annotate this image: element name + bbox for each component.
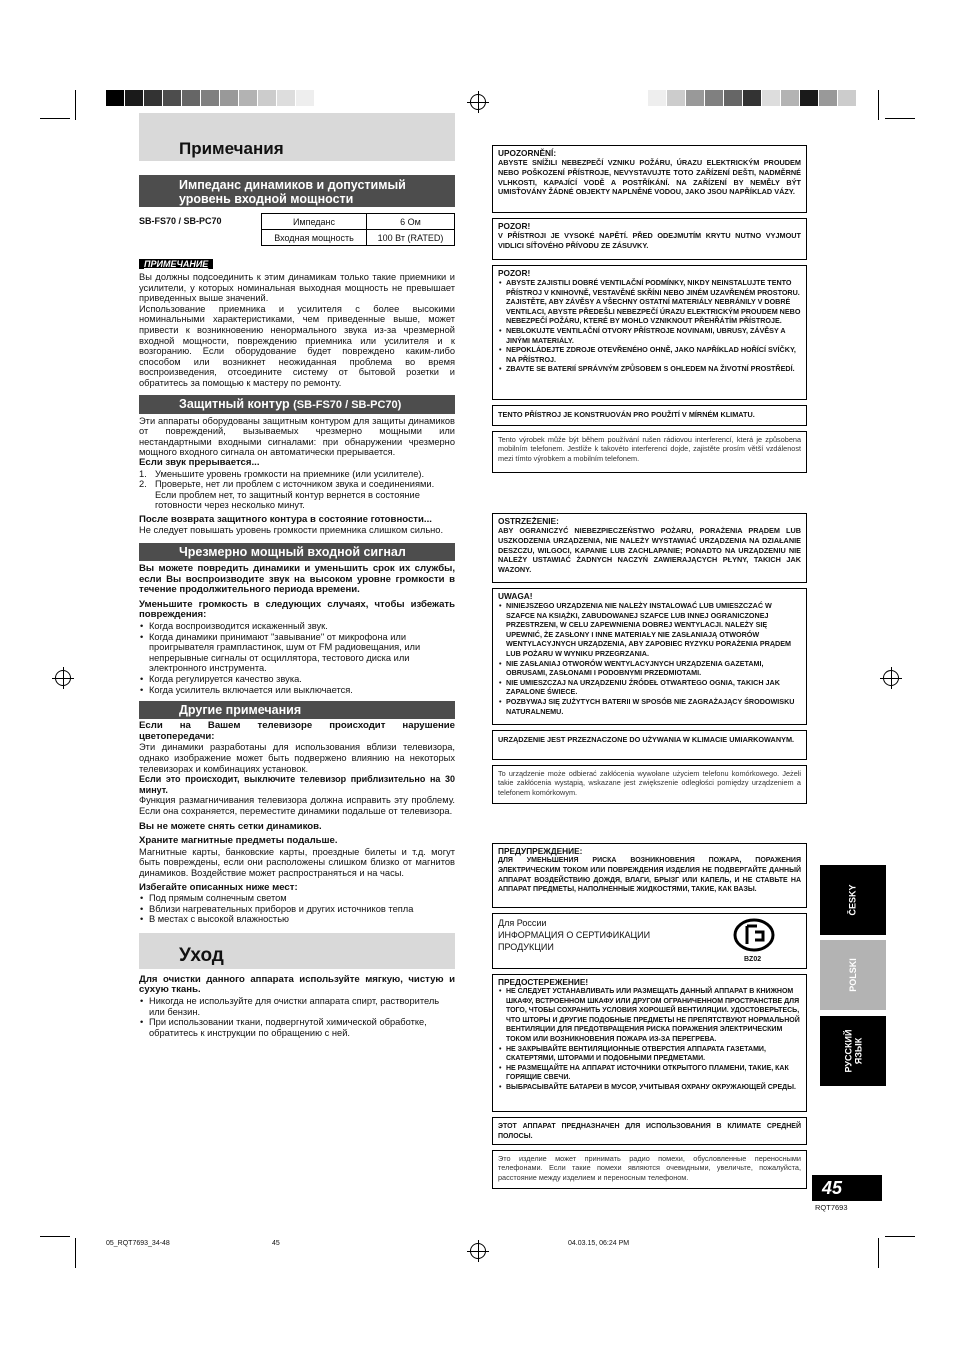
cert-code: BZ02 xyxy=(744,956,762,963)
care-body xyxy=(139,975,455,1039)
warning-box xyxy=(492,1117,807,1145)
protection-paragraph: Эти аппараты оборудованы защитным контуром для защиты динамиков от повреждений, вызываемых чрезмерно мощными или нестандартными входными сигналами: при обнаружении чрезмерно мощного входного сигнала он автоматически прерывается. xyxy=(139,415,455,458)
tab-polski[interactable] xyxy=(820,940,886,1010)
care-list xyxy=(139,996,455,1038)
excess-bold: Уменьшите громкость в следующих случаях, чтобы избежать повреждения: xyxy=(139,598,455,621)
warning-list xyxy=(498,987,801,1093)
color-bar-left xyxy=(106,90,315,106)
other-paragraph: Эти динамики разработаны для использования вблизи телевизора, однако изображение может быть подвержено влиянию на некоторых телевизорах и комбинациях установок. xyxy=(139,742,455,774)
note-block xyxy=(139,254,455,389)
list-item: • НЕ РАЗМЕЩАЙТЕ НА АППАРАТ ИСТОЧНИКИ ОТКРЫТОГО ПЛАМЕНИ, ТАКИЕ, КАК ГОРЯЩИЕ СВЕЧИ. xyxy=(506,1064,801,1083)
list-item: • Когда динамики принимают "завывание" от микрофона или проигрывателя грампластинок, шум от FM радиовещания, или непрерывные сигналы от осциллятора, тестового диска или электронного инструмента. xyxy=(149,632,455,674)
left-column xyxy=(139,113,455,1038)
protection-heading-models: (SB-FS70 / SB-PC70) xyxy=(293,398,402,411)
certification-box xyxy=(492,913,807,969)
info-text: Tento výrobek může být během používání rušen rádiovou interferencí, která je způsobena mobilním telefonem. Jestliže k takovéto interferenci dojde, zajistěte prosím větší vzdálenost mezi tímto výrobkem a mobilním telefonem. xyxy=(498,435,801,463)
model-code: RQT7693 xyxy=(815,1203,848,1212)
spec-row xyxy=(139,213,455,246)
other-bold: Храните магнитные предметы подальше. xyxy=(139,835,338,847)
protection-heading-text: Защитный контур xyxy=(179,396,290,411)
cert-text: ИНФОРМАЦИЯ О СЕРТИФИКАЦИИ xyxy=(498,930,651,940)
info-text: Это изделие может принимать радио помехи, обусловленные переносными телефонами. Если такие помехи являются очевидными, увеличьте, пожалуйста, расстояние между изделием и переносным телефоном. xyxy=(498,1154,801,1182)
care-title: Уход xyxy=(179,944,224,966)
list-item: • Никогда не используйте для очистки аппарата спирт, растворитель или бензин. xyxy=(149,996,455,1017)
tab-cesky[interactable] xyxy=(820,865,886,935)
list-item: • NIE ZASŁANIAJ OTWORÓW WENTYLACYJNYCH URZĄDZENIA GAZETAMI, OBRUSAMI, ZASŁONAMI I PODOBNYMI PRZEDMIOTAMI. xyxy=(506,659,801,678)
warning-heading: ПРЕДУПРЕЖДЕНИЕ: xyxy=(498,846,583,856)
tab-russian[interactable] xyxy=(820,1016,886,1086)
warning-box xyxy=(492,513,807,583)
excess-body xyxy=(139,564,455,695)
warning-heading: POZOR! xyxy=(498,221,531,231)
step-text: Если проблем нет, то защитный контур вернется в состояние готовности через несколько минут. xyxy=(155,489,420,511)
warning-text: TENTO PŘÍSTROJ JE KONSTRUOVÁN PRO POUŽITÍ V MÍRNÉM KLIMATU. xyxy=(498,410,755,419)
czech-warnings xyxy=(492,145,807,473)
list-item: • ВЫБРАСЫВАЙТЕ БАТАРЕИ В МУСОР, УЧИТЫВАЯ ОХРАНУ ОКРУЖАЮЩЕЙ СРЕДЫ. xyxy=(506,1083,801,1093)
russian-warnings xyxy=(492,843,807,1189)
list-item: 1. Уменьшите уровень громкости на приемнике (или усилителе). xyxy=(139,468,425,479)
warning-heading: UPOZORNĚNÍ: xyxy=(498,148,557,158)
other-bold: Вы не можете снять сетки динамиков. xyxy=(139,820,322,832)
cert-text: ПРОДУКЦИИ xyxy=(498,942,554,952)
list-item: • При использовании ткани, подвергнутой химической обработке, обратитесь к инструкции по обращению с ней. xyxy=(149,1017,455,1038)
note-paragraph: Вы должны подсоединить к этим динамикам только такие приемники и усилители, у которых номинальная выходная мощность не превышает приведенных выше значений. xyxy=(139,272,455,304)
other-heading: Другие примечания xyxy=(139,701,455,719)
warning-box xyxy=(492,218,807,260)
table-row xyxy=(262,230,455,246)
list-item: • Под прямым солнечным светом xyxy=(149,893,455,904)
warning-text: ABY OGRANICZYĆ NIEBEZPIECZEŃSTWO POŻARU, PORAŻENIA PRĄDEM LUB USZKODZENIA URZĄDZENIA, NIE NALEŻY WYSTAWIAĆ URZĄDZENIA NA DZIAŁANIE DESZCZU, WILGOCI, KAPANIE LUB ZACHLAPANIE; PONADTO NA URZĄDZENIU NIE NALEŻY USTAWIAĆ ŻADNYCH NACZYŃ ZAWIERAJĄCYCH PŁYNY, TAKICH JAK WAZONY. xyxy=(498,526,801,575)
protection-steps xyxy=(139,469,455,511)
warning-box xyxy=(492,145,807,213)
note-tag: ПРИМЕЧАНИЕ xyxy=(139,259,213,269)
warning-heading: ПРЕДОСТЕРЕЖЕНИЕ! xyxy=(498,977,589,987)
tab-label xyxy=(843,1030,863,1073)
warning-text: V PŘÍSTROJI JE VYSOKÉ NAPĚTÍ. PŘED ODEJMUTÍM KRYTU NUTNO VYJMOUT VIDLICI SÍŤOVÉHO PŘÍVODU ZE ZÁSUVKY. xyxy=(498,231,801,250)
tab-label-line: ЯЗЫК xyxy=(852,1037,863,1065)
warning-text: URZĄDZENIE JEST PRZEZNACZONE DO UŻYWANIA W KLIMACIE UMIARKOWANYM. xyxy=(498,735,795,744)
warning-list xyxy=(498,278,801,374)
other-paragraph: Функция размагничивания телевизора должна исправить эту проблему. Если она сохраняется, переместите динамики подальше от телевизора. xyxy=(139,795,455,816)
crop-mark xyxy=(40,1236,70,1237)
spec-label: Импеданс xyxy=(262,214,367,230)
care-bold: Для очистки данного аппарата используйте мягкую, чистую и сухую ткань. xyxy=(139,973,455,996)
info-box xyxy=(492,431,807,473)
page-number: 45 xyxy=(822,1178,843,1198)
crop-mark xyxy=(878,90,879,120)
model-label: SB-FS70 / SB-PC70 xyxy=(139,216,222,226)
warning-box xyxy=(492,405,807,426)
list-item: • POZBYWAJ SIĘ ZUŻYTYCH BATERII W SPOSÓB NIE ZAGRAŻAJĄCY ŚRODOWISKU NATURALNEMU. xyxy=(506,697,801,716)
list-item: • ABYSTE ZAJISTILI DOBRÉ VENTILAČNÍ PODMÍNKY, NIKDY NEINSTALUJTE TENTO PŘÍSTROJ V KNIHOVNĚ, VESTAVĚNÉ SKŘÍNI NEBO JINÉM UZAVŘENÉM PROSTORU. ZAJISTĚTE, ABY ZÁVĚSY A VŠECHNY OSTATNÍ MATERIÁLY NEBRÁNILY V DOBRÉ VENTILACI, ABYSTE PŘEDEŠLI NEBEZPEČÍ ÚRAZU ELEKTRICKÝM PROUDEM NEBO NEBEZPEČÍ POŽÁRU, KTERÉ BY MOHLO VZNIKNOUT PŘEHŘÁTÍM PŘÍSTROJE. xyxy=(506,278,801,326)
warning-heading: OSTRZEŻENIE: xyxy=(498,516,559,526)
list-item: • НЕ СЛЕДУЕТ УСТАНАВЛИВАТЬ ИЛИ РАЗМЕЩАТЬ ДАННЫЙ АППАРАТ В КНИЖНОМ ШКАФУ, ВСТРОЕННОМ ШКАФУ ИЛИ ДРУГОМ ОГРАНИЧЕННОМ ПРОСТРАНСТВЕ ДЛЯ ТОГО, ЧТОБЫ СОХРАНИТЬ УСЛОВИЯ ХОРОШЕЙ ВЕНТИЛЯЦИИ. УДОСТОВЕРЬТЕСЬ, ЧТО ШТОРЫ И ДРУГИЕ ПОДОБНЫЕ ПРЕДМЕТЫ НЕ ПРЕПЯТСТВУЮТ НОРМАЛЬНОЙ ВЕНТИЛЯЦИИ ДЛЯ ПРЕДОТВРАЩЕНИЯ РИСКА ПОРАЖЕНИЯ ЭЛЕКТРИЧЕСКИМ ТОКОМ ИЛИ ВОЗНИКНОВЕНИЯ ПОЖАРА ИЗ-ЗА ПЕРЕГРЕВА. xyxy=(506,987,801,1045)
list-item: • NEPOKLÁDEJTE ZDROJE OTEVŘENÉHO OHNĚ, JAKO NAPŘÍKLAD HOŘÍCÍ SVÍČKY, NA PŘÍSTROJ. xyxy=(506,345,801,364)
list-item: • NEBLOKUJTE VENTILAČNÍ OTVORY PŘÍSTROJE NOVINAMI, UBRUSY, ZÁVĚSY A JINÝMI MATERIÁLY. xyxy=(506,326,801,345)
excess-bold: Вы можете повредить динамики и уменьшить срок их службы, если Вы воспроизводите звук на высоком уровне громкости в течение продолжительного периода времени. xyxy=(139,563,455,596)
notes-title-box xyxy=(139,113,455,161)
cert-text: Для России xyxy=(498,918,547,928)
warning-box xyxy=(492,265,807,400)
color-bar-right xyxy=(648,90,857,106)
impedance-heading: Импеданс динамиков и допустимый уровень входной мощности xyxy=(139,175,455,207)
warning-text: ЭТОТ АППАРАТ ПРЕДНАЗНАЧЕН ДЛЯ ИСПОЛЬЗОВАНИЯ В КЛИМАТЕ СРЕДНЕЙ ПОЛОСЫ. xyxy=(498,1123,801,1140)
crop-mark xyxy=(878,1238,879,1268)
care-title-box xyxy=(139,933,455,969)
crop-mark xyxy=(885,118,915,119)
list-item: • NIE UMIESZCZAJ NA URZĄDZENIU ŹRÓDEŁ OTWARTEGO OGNIA, TAKICH JAK ZAPALONE ŚWIECE. xyxy=(506,678,801,697)
crop-mark xyxy=(75,1238,76,1268)
excess-list xyxy=(139,621,455,695)
info-box xyxy=(492,1150,807,1189)
protection-subheading: После возврата защитного контура в состояние готовности... xyxy=(139,513,432,525)
protection-paragraph: Не следует повышать уровень громкости приемника слишком сильно. xyxy=(139,525,444,536)
crop-mark xyxy=(75,90,76,120)
footer-date: 04.03.15, 06:24 PM xyxy=(568,1240,630,1247)
note-paragraph: Использование приемника и усилителя с более высокими номинальными характеристиками, чем приведенные выше, может привести к возникновению ненормального звука из-за чрезмерной входной мощности, повреждению приемника или усилителя и к возгоранию. Если оборудование будет повреждено каким-либо способом или возникнет неожиданная проблема во время воспроизведения, отсоедините систему от бытовой розетки и обратитесь за помощью к мастеру по ремонту. xyxy=(139,303,455,388)
list-item: • Вблизи нагревательных приборов и других источников тепла xyxy=(149,904,455,915)
other-bold: Избегайте описанных ниже мест: xyxy=(139,881,298,893)
warning-box xyxy=(492,588,807,725)
step-text: Проверьте, нет ли проблем с источником звука и соединениями. xyxy=(155,479,435,490)
polish-warnings xyxy=(492,513,807,804)
other-list xyxy=(139,893,455,925)
warning-text: ABYSTE SNÍŽILI NEBEZPEČÍ VZNIKU POŽÁRU, ÚRAZU ELEKTRICKÝM PROUDEM NEBO POŠKOZENÍ PŘÍSTROJE, NEVYSTAVUJTE TOTO ZAŘÍZENÍ DEŠTI, NADMĚRNÉ VLHKOSTI, KAPAJÍCÍ VODĚ A POSTŘÍKÁNÍ. NA ZAŘÍZENÍ BY NEMĚLY BÝT UMISŤOVÁNY ŽÁDNÉ OBJEKTY NAPLNĚNÉ VODOU, JAKO JSOU NAPŘÍKLAD VÁZY. xyxy=(498,158,801,197)
warning-box xyxy=(492,843,807,908)
registration-mark-icon xyxy=(883,670,899,686)
tab-label: ČESKY xyxy=(847,884,858,916)
info-text: To urządzenie może odbierać zakłócenia wywołane użyciem telefonu komórkowego. Jeżeli takie zakłócenia wystąpią, wskazane jest zwiększenie odległości pomiędzy urządzeniem a telefonem komórkowym. xyxy=(498,769,801,797)
list-item: • Когда воспроизводится искаженный звук. xyxy=(149,621,455,632)
list-item: • Когда усилитель включается или выключается. xyxy=(149,685,455,696)
page-number-box xyxy=(812,1175,882,1201)
crop-mark xyxy=(885,1236,915,1237)
list-item: • ZBAVTE SE BATERIÍ SPRÁVNÝM ZPŮSOBEM S OHLEDEM NA ŽIVOTNÍ PROSTŘEDÍ. xyxy=(506,364,801,374)
other-paragraph: Магнитные карты, банковские карты, проездные билеты и т.д. могут быть повреждены, если они расположены слишком близко от магнитов динамиков. Воздействие может распространяться и на часы. xyxy=(139,846,455,878)
table-row xyxy=(262,214,455,230)
list-item: • В местах с высокой влажностью xyxy=(149,914,455,925)
spec-label: Входная мощность xyxy=(262,230,367,246)
gost-certification-icon xyxy=(733,918,775,952)
registration-mark-icon xyxy=(470,1243,486,1259)
registration-mark-icon xyxy=(470,94,486,110)
excess-heading: Чрезмерно мощный входной сигнал xyxy=(139,543,455,561)
warning-box xyxy=(492,974,807,1112)
list-item: • НЕ ЗАКРЫВАЙТЕ ВЕНТИЛЯЦИОННЫЕ ОТВЕРСТИЯ АППАРАТА ГАЗЕТАМИ, СКАТЕРТЯМИ, ШТОРАМИ И ПОДОБНЫМИ ПРЕДМЕТАМИ. xyxy=(506,1045,801,1064)
spec-value: 6 Ом xyxy=(367,214,455,230)
other-body xyxy=(139,721,455,925)
warning-text: ДЛЯ УМЕНЬШЕНИЯ РИСКА ВОЗНИКНОВЕНИЯ ПОЖАРА, ПОРАЖЕНИЯ ЭЛЕКТРИЧЕСКИМ ТОКОМ ИЛИ ПОВРЕЖДЕНИЯ ИЗДЕЛИЯ НЕ ПОДВЕРГАЙТЕ ДАННЫЙ АППАРАТ ВОЗДЕЙСТВИЮ ДОЖДЯ, ВЛАГИ, БРЫЗГ ИЛИ КАПЕЛЬ, И НЕ СТАВЬТЕ НА АППАРАТ ПРЕДМЕТЫ, НАПОЛНЕННЫЕ ЖИДКОСТЯМИ, ТАКИЕ, КАК ВАЗЫ. xyxy=(498,857,801,894)
list-item: • NINIEJSZEGO URZĄDZENIA NIE NALEŻY INSTALOWAĆ LUB UMIESZCZAĆ W SZAFCE NA KSIĄŻKI, ZABUDOWANEJ SZAFCE LUB INNEJ OGRANICZONEJ PRZESTRZENI, W CELU ZAPEWNIENIA DOBREJ WENTYLACJI. NALEŻY SIĘ UPEWNIĆ, ŻE ZASŁONY I INNE MATERIAŁY NIE ZASŁANIAJĄ OTWORÓW WENTYLACYJNYCH URZĄDZENIA, ABY ZAPOBIEC RYZYKU PORAŻENIA PRĄDEM LUB POŻARU W WYNIKU PRZEGRZANIA. xyxy=(506,601,801,659)
footer-page: 45 xyxy=(272,1240,280,1247)
protection-heading xyxy=(139,395,455,414)
warning-box xyxy=(492,730,807,760)
warning-heading: UWAGA! xyxy=(498,591,533,601)
warning-heading: POZOR! xyxy=(498,268,531,278)
page-title: Примечания xyxy=(179,139,284,158)
registration-mark-icon xyxy=(55,670,71,686)
other-bold: Если на Вашем телевизоре происходит нарушение цветопередачи: xyxy=(139,720,455,742)
other-bold: Если это происходит, выключите телевизор приблизительно на 30 минут. xyxy=(139,774,455,795)
list-item: 2. Проверьте, нет ли проблем с источником звука и соединениями. xyxy=(139,479,435,490)
protection-subheading: Если звук прерывается... xyxy=(139,456,260,468)
spec-table xyxy=(261,213,455,246)
tab-label-line: РУССКИЙ xyxy=(842,1029,853,1073)
warning-list xyxy=(498,601,801,716)
tab-label: POLSKI xyxy=(847,958,858,992)
footer-file: 05_RQT7693_34-48 xyxy=(106,1240,170,1247)
spec-value: 100 Вт (RATED) xyxy=(367,230,455,246)
crop-mark xyxy=(40,118,70,119)
info-box xyxy=(492,765,807,804)
step-text: Уменьшите уровень громкости на приемнике (или усилителе). xyxy=(155,468,425,479)
list-item: • Когда регулируется качество звука. xyxy=(149,674,455,685)
protection-body xyxy=(139,416,455,537)
